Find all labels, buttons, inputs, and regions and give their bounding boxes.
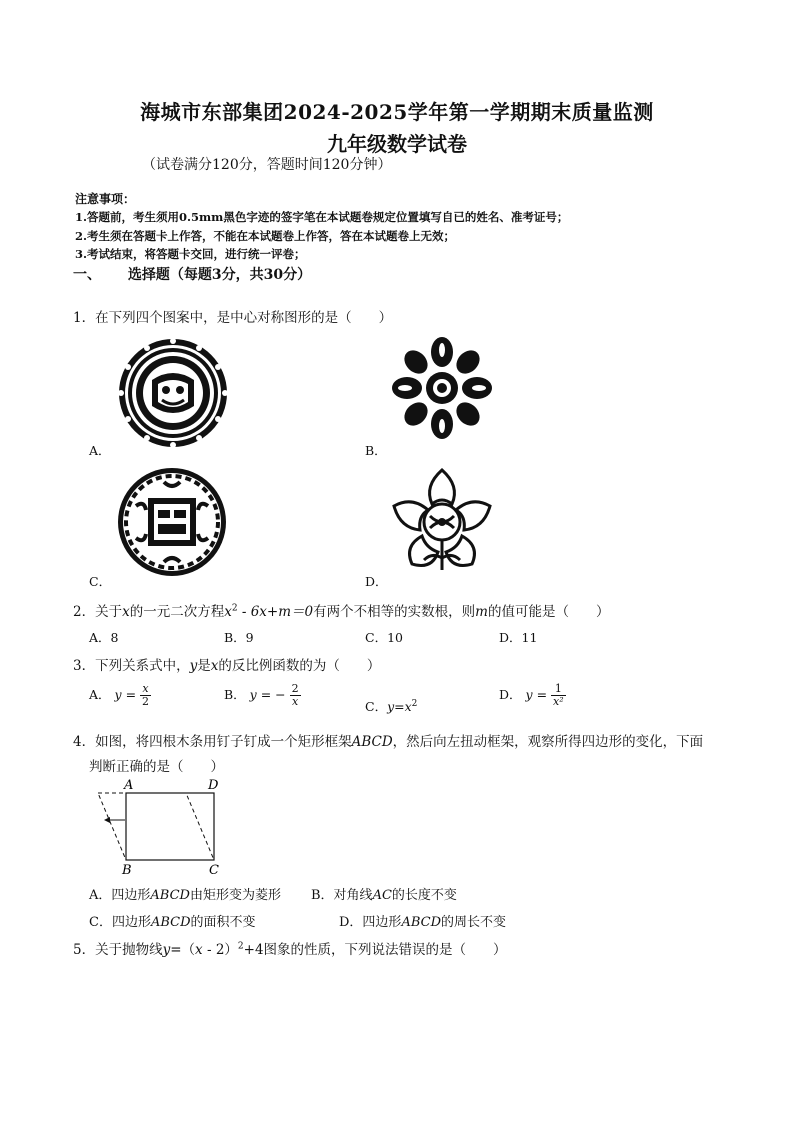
q4-option-c — [89, 911, 256, 930]
q1-option-b-label: B． — [365, 443, 387, 458]
question-1-stem: 1．在下列四个图案中，是中心对称图形的是（ ） — [73, 310, 393, 326]
q4-option-d — [339, 911, 506, 930]
q5-exponent: 2 — [237, 941, 244, 952]
exam-subtitle: （试卷满分120分，答题时间120分钟） — [142, 157, 392, 173]
q2-option-b: B．9 — [224, 630, 254, 645]
q4-text: ，然后向左扭动框架，观察所得四边形的变化，下面 — [392, 734, 704, 750]
q3-c-expr: y=x — [387, 699, 412, 714]
q4-d-var: ABCD — [401, 915, 441, 930]
q4-d-text: D．四边形 — [339, 915, 402, 930]
q3-option-b — [224, 683, 301, 708]
q2-var-x: x — [122, 604, 130, 620]
q3-c-exponent: 2 — [411, 698, 418, 709]
q4-b-text: 的长度不变 — [391, 888, 457, 903]
q3-b-lhs: y — [249, 687, 257, 702]
q3-d-lhs: y — [525, 687, 533, 702]
q3-a-num: x — [140, 683, 151, 696]
point-b-label: B — [122, 863, 132, 878]
q3-var-x: x — [210, 658, 219, 674]
q2-text: 的值可能是（ ） — [487, 604, 610, 620]
q3-b-num: 2 — [291, 682, 299, 695]
q3-option-d — [499, 683, 566, 708]
section-number: 一、 — [73, 267, 101, 283]
rectangle-abcd — [126, 793, 214, 860]
section-heading — [73, 264, 311, 284]
question-2-stem — [73, 600, 609, 620]
q1-option-c-label: C． — [89, 574, 112, 589]
q3-d-num: 1 — [551, 683, 566, 696]
q5-var-y: y — [162, 942, 171, 958]
q3-a-eq: = — [125, 687, 137, 702]
q3-a-fraction — [140, 683, 151, 708]
q3-text: 是 — [197, 658, 211, 674]
q2-eq-x: x — [224, 604, 232, 620]
q4-a-var: ABCD — [150, 888, 190, 903]
q4-c-text: 的面积不变 — [190, 915, 256, 930]
q4-a-text: A．四边形 — [89, 888, 151, 903]
q2-text: 2．关于 — [73, 604, 123, 620]
rectangle-frame-figure — [92, 778, 232, 878]
q5-text: 5．关于抛物线 — [73, 942, 163, 958]
question-3-stem — [73, 654, 380, 674]
q4-a-text: 由矩形变为菱形 — [189, 888, 281, 903]
q3-a-label: A． — [89, 687, 111, 702]
q4-b-var: AC — [372, 888, 392, 903]
note-item: 3.考试结束，将答题卡交回，进行统一评卷； — [75, 247, 306, 261]
q3-d-den: x² — [553, 695, 564, 708]
q3-var-y: y — [189, 658, 198, 674]
q4-option-a — [89, 884, 281, 903]
q3-text: 的反比例函数的为（ ） — [218, 658, 381, 674]
lotus-flower-icon — [386, 466, 498, 578]
question-4-stem-line1 — [73, 730, 703, 750]
seal-pattern-icon — [118, 338, 228, 448]
q2-option-a: A．8 — [89, 630, 119, 645]
q1-option-a-label: A． — [89, 443, 111, 458]
section-title: 选择题（每题3分，共30分） — [127, 267, 312, 283]
q5-text: +4图象的性质，下列说法错误的是（ ） — [243, 942, 507, 958]
q3-b-eq: = − — [260, 687, 286, 702]
q2-text: 有两个不相等的实数根，则 — [313, 604, 476, 620]
exam-title: 海城市东部集团2024-2025学年第一学期期末质量监测 — [140, 100, 654, 124]
q3-b-label: B． — [224, 687, 246, 702]
q4-c-text: C．四边形 — [89, 915, 151, 930]
point-c-label: C — [209, 863, 219, 878]
q3-a-den: 2 — [142, 695, 150, 708]
q2-exponent: 2 — [231, 603, 238, 614]
q4-option-b — [311, 884, 457, 903]
q3-c-label: C． — [365, 699, 388, 714]
q3-d-eq: = — [536, 687, 548, 702]
question-4-stem-line2: 判断正确的是（ ） — [89, 759, 224, 775]
q1-option-d-label: D． — [365, 574, 388, 589]
q4-b-text: B．对角线 — [311, 888, 373, 903]
note-item: 1.答题前，考生须用0.5mm黑色字迹的签字笔在本试题卷规定位置填写自已的姓名、准考证号； — [75, 210, 569, 224]
q3-a-lhs: y — [114, 687, 122, 702]
notes-heading: 注意事项： — [75, 192, 136, 206]
q4-var-abcd: ABCD — [351, 734, 393, 750]
q5-text: - 2） — [202, 942, 238, 958]
q3-d-label: D． — [499, 687, 522, 702]
q5-var-x: x — [195, 942, 203, 958]
q4-d-text: 的周长不变 — [441, 915, 507, 930]
q3-text: 3．下列关系式中， — [73, 658, 190, 674]
q2-text: 的一元二次方程 — [129, 604, 225, 620]
note-item: 2.考生须在答题卡上作答，不能在本试题卷上作答，答在本试题卷上无效； — [75, 229, 456, 243]
exam-subject-title: 九年级数学试卷 — [327, 132, 467, 156]
arrowhead-icon — [104, 817, 110, 823]
question-5-stem — [73, 938, 507, 958]
q3-b-den: x — [292, 695, 299, 708]
q2-var-m: m — [475, 604, 488, 620]
q2-eq-rest: - 6x+m＝0 — [237, 604, 314, 620]
coin-pattern-icon — [116, 466, 228, 578]
snowflake-flower-icon — [392, 336, 492, 440]
q3-option-a — [89, 683, 151, 708]
q4-text: 4．如图，将四根木条用钉子钉成一个矩形框架 — [73, 734, 352, 750]
point-d-label: D — [208, 778, 219, 793]
q2-option-d: D．11 — [499, 630, 538, 645]
q3-b-fraction — [290, 683, 301, 708]
q5-text: =（ — [170, 942, 196, 958]
q2-option-c: C．10 — [365, 630, 403, 645]
q3-d-fraction — [551, 683, 566, 708]
parallelogram-dashed — [98, 793, 214, 860]
q4-c-var: ABCD — [150, 915, 191, 930]
point-a-label: A — [124, 778, 134, 793]
q3-option-c — [365, 697, 417, 715]
